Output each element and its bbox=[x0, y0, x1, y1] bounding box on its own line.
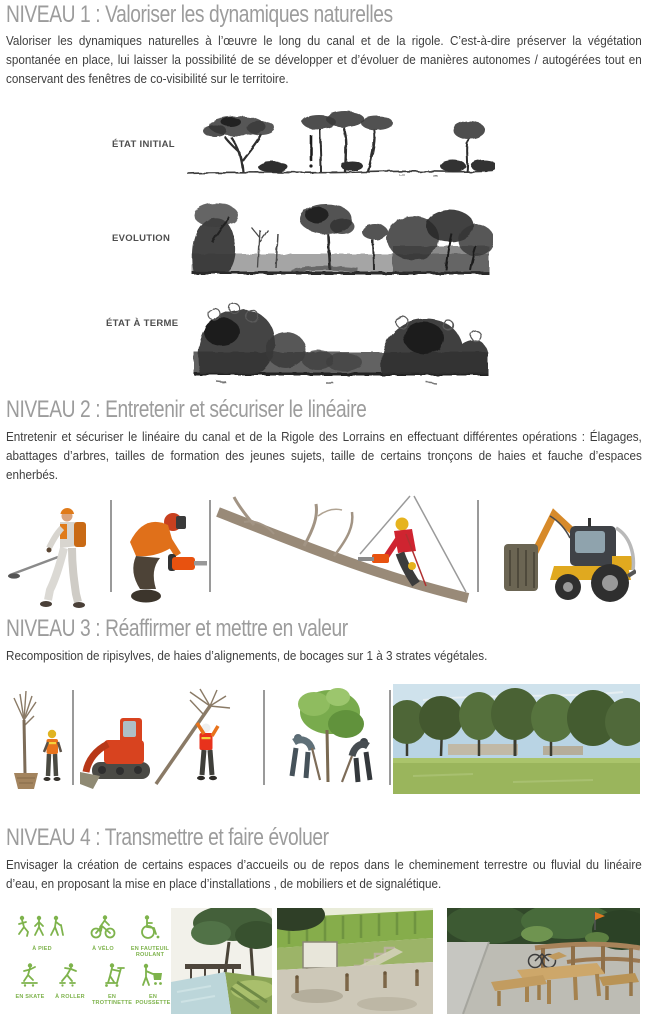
pictogram-a-pied bbox=[10, 914, 74, 952]
divider bbox=[72, 690, 74, 785]
photo-path-sign-and-steps bbox=[277, 908, 433, 1014]
pictogram-label: À PIED bbox=[32, 946, 52, 952]
niveau2-body: Entretenir et sécuriser le linéaire du canal et de la Rigole des Lorrains en effectuant différentes opérations : Élagages, abattages d’arbres, tailles de formation des jeunes sujets, taille de certains tronçons de haies et fauche d’espaces enherbés. bbox=[6, 430, 642, 482]
pictogram-fauteuil-roulant bbox=[128, 914, 172, 958]
niveau3-heading: NIVEAU 3 : Réaffirmer et mettre en valeur bbox=[6, 615, 348, 642]
photo-bare-root-tree-and-worker bbox=[8, 686, 70, 796]
photo-brushcutter-worker bbox=[8, 497, 110, 609]
photo-chainsaw-worker bbox=[116, 500, 208, 608]
pictogram-label: EN FAUTEUIL ROULANT bbox=[130, 946, 170, 958]
niveau2-heading: NIVEAU 2 : Entretenir et sécuriser le linéaire bbox=[6, 396, 367, 423]
walking-icons bbox=[15, 914, 69, 940]
sketch-etat-initial bbox=[185, 101, 495, 181]
photo-waterside-deck bbox=[171, 908, 272, 1014]
divider bbox=[110, 500, 112, 592]
photo-flail-mower-tractor bbox=[490, 500, 636, 606]
photo-arborist-pruning-branch bbox=[214, 494, 472, 608]
label-evolution: EVOLUTION bbox=[112, 233, 171, 244]
sketch-evolution bbox=[188, 190, 493, 282]
stroller-icon bbox=[139, 962, 167, 988]
photo-hedgerow-landscape bbox=[393, 684, 640, 794]
pictogram-en-poussette bbox=[134, 962, 172, 1006]
pictogram-en-trottinette bbox=[92, 962, 132, 1006]
divider bbox=[209, 500, 211, 592]
skateboard-icon bbox=[19, 962, 41, 988]
photo-mini-excavator-planting bbox=[78, 688, 260, 796]
label-etat-initial: ÉTAT INITIAL bbox=[112, 139, 175, 150]
bicycle-icon bbox=[89, 914, 117, 940]
scooter-icon bbox=[99, 962, 125, 988]
divider bbox=[477, 500, 479, 592]
pictogram-label: EN TROTTINETTE bbox=[92, 994, 133, 1006]
divider bbox=[263, 690, 265, 785]
photo-workers-planting-tree bbox=[268, 686, 386, 796]
sketch-etat-a-terme bbox=[186, 292, 496, 386]
pictogram-label: EN SKATE bbox=[15, 994, 45, 1000]
divider bbox=[389, 690, 391, 785]
pictogram-label: À ROLLER bbox=[55, 994, 85, 1000]
photo-picnic-tables-path bbox=[447, 908, 640, 1014]
pictogram-a-velo bbox=[84, 914, 122, 952]
mobility-pictograms bbox=[10, 912, 172, 1008]
pictogram-en-skate bbox=[12, 962, 48, 1000]
niveau1-body: Valoriser les dynamiques naturelles à l’œuvre le long du canal et de la rigole. C’est-à-dire préserver la végétation spontanée en place, lui laisser la possibilité de se développer et d’évoluer de manières autonomes / autogérées tout en conservant des fenêtres de co-visibilité sur le territoire. bbox=[6, 34, 642, 86]
pictogram-a-roller bbox=[52, 962, 88, 1000]
roller-skate-icon bbox=[58, 962, 82, 988]
niveau4-body: Envisager la création de certains espaces d’accueils ou de repos dans le cheminement terrestre ou fluvial du linéaire d’eau, en proposant la mise en place d’installations , de mobiliers et de signalétique. bbox=[6, 858, 642, 891]
niveau1-heading: NIVEAU 1 : Valoriser les dynamiques naturelles bbox=[6, 1, 393, 28]
wheelchair-icon bbox=[137, 914, 163, 940]
pictogram-label: EN POUSSETTE bbox=[135, 994, 171, 1006]
niveau4-heading: NIVEAU 4 : Transmettre et faire évoluer bbox=[6, 824, 329, 851]
pictogram-label: À VÉLO bbox=[92, 946, 114, 952]
niveau3-body: Recomposition de ripisylves, de haies d’alignements, de bocages sur 1 à 3 strates végétales. bbox=[6, 649, 488, 663]
label-etat-a-terme: ÉTAT À TERME bbox=[106, 318, 179, 329]
